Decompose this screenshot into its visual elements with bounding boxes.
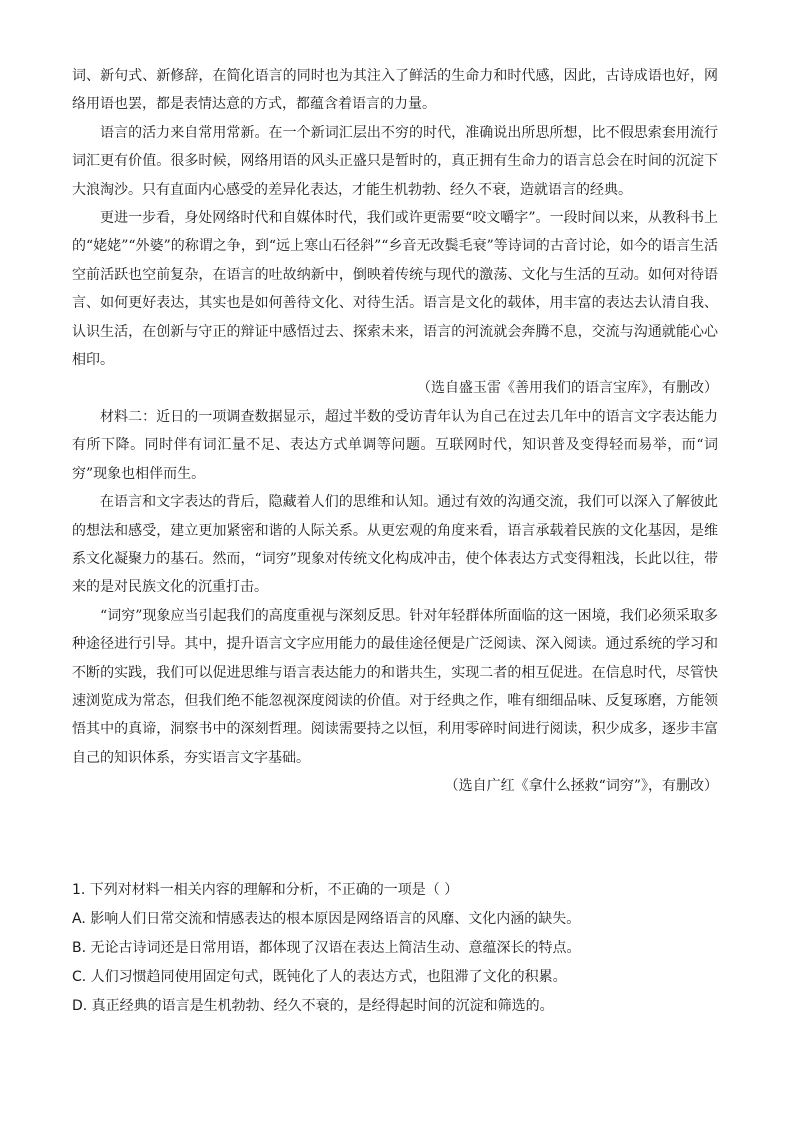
passage-paragraph: 语言的活力来自常用常新。在一个新词汇层出不穷的时代，准确说出所思所想，比不假思索套用流行词汇更有价值。很多时候，网络用语的风头正盛只是暂时的，真正拥有生命力的语言总会在时间的沉淀下大浪淘沙。只有直面内心感受的差异化表达，才能生机勃勃、经久不衰，造就语言的经典。 bbox=[72, 124, 718, 198]
answer-option-d: D. 真正经典的语言是生机勃勃、经久不衰的，是经得起时间的沉淀和筛选的。 bbox=[72, 998, 554, 1014]
answer-option-b: B. 无论古诗词还是日常用语，都体现了汉语在表达上简洁生动、意蕴深长的特点。 bbox=[72, 940, 581, 956]
reading-passage bbox=[72, 62, 718, 801]
passage-paragraph: 在语言和文字表达的背后，隐藏着人们的思维和认知。通过有效的沟通交流，我们可以深入了解彼此的想法和感受，建立更加紧密和谐的人际关系。从更宏观的角度来看，语言承载着民族的文化基因，是维系文化凝聚力的基石。然而，“词穷”现象对传统文化构成冲击，使个体表达方式变得粗浅，长此以往，带来的是对民族文化的沉重打击。 bbox=[72, 494, 718, 596]
passage-paragraph: 材料二：近日的一项调查数据显示，超过半数的受访青年认为自己在过去几年中的语言文字表达能力有所下降。同时伴有词汇量不足、表达方式单调等问题。互联网时代，知识普及变得轻而易举，而“词穷”现象也相伴而生。 bbox=[72, 408, 718, 482]
question-stem: 1. 下列对材料一相关内容的理解和分析，不正确的一项是（ ） bbox=[72, 882, 459, 898]
source-citation: （选自广红《拿什么拯救“词穷”》，有删改） bbox=[444, 778, 718, 795]
passage-paragraph: 词、新句式、新修辞，在简化语言的同时也为其注入了鲜活的生命力和时代感，因此，古诗成语也好，网络用语也罢，都是表情达意的方式，都蕴含着语言的力量。 bbox=[72, 68, 718, 113]
answer-option-c: C. 人们习惯趋同使用固定句式，既钝化了人的表达方式，也阻滞了文化的积累。 bbox=[72, 969, 567, 985]
passage-paragraph: 更进一步看，身处网络时代和自媒体时代，我们或许更需要“咬文嚼字”。一段时间以来，从教科书上的“姥姥”“外婆”的称谓之争，到“远上寒山石径斜”“乡音无改鬓毛衰”等诗词的古音讨论，如今的语言生活空前活跃也空前复杂，在语言的吐故纳新中，倒映着传统与现代的激荡、文化与生活的互动。如何对待语言、如何更好表达，其实也是如何善待文化、对待生活。语言是文化的载体，用丰富的表达去认清自我、认识生活，在创新与守正的辩证中感悟过去、探索未来，语言的河流就会奔腾不息，交流与沟通就能心心相印。 bbox=[72, 210, 718, 369]
question-block bbox=[72, 876, 722, 1021]
source-citation: （选自盛玉雷《善用我们的语言宝库》，有删改） bbox=[417, 380, 718, 397]
answer-option-a: A. 影响人们日常交流和情感表达的根本原因是网络语言的风靡、文化内涵的缺失。 bbox=[72, 911, 581, 927]
passage-paragraph: “词穷”现象应当引起我们的高度重视与深刻反思。针对年轻群体所面临的这一困境，我们必须采取多种途径进行引导。其中，提升语言文字应用能力的最佳途径便是广泛阅读、深入阅读。通过系统的学习和不断的实践，我们可以促进思维与语言表达能力的和谐共生，实现二者的相互促进。在信息时代，尽管快速浏览成为常态，但我们绝不能忽视深度阅读的价值。对于经典之作，唯有细细品味、反复琢磨，方能领悟其中的真谛，洞察书中的深刻哲理。阅读需要持之以恒，利用零碎时间进行阅读，积少成多，逐步丰富自己的知识体系，夯实语言文字基础。 bbox=[72, 607, 718, 766]
